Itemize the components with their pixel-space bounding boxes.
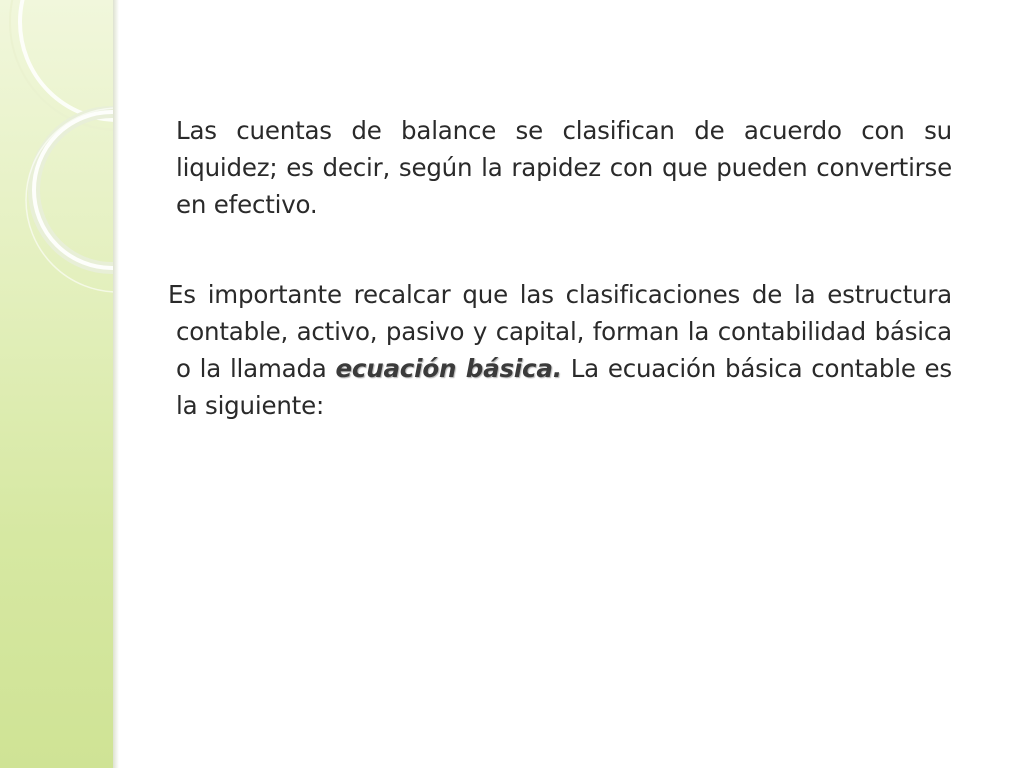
decorative-rings-icon (0, 0, 113, 768)
paragraph-2-text-before: Es importante recalcar que las clasificaciones de la estructura contable, activo, pasivo y capital, forman la contabilidad básica o la llamada (168, 280, 952, 383)
side-band-shadow (113, 0, 119, 768)
paragraph-basic-equation (168, 276, 952, 424)
emphasis-ecuacion-basica: ecuación básica. (335, 354, 562, 383)
decorative-side-band (0, 0, 113, 768)
slide-content (168, 112, 952, 424)
paragraph-2-text-after: La ecuación básica contable es la siguiente: (176, 354, 952, 420)
paragraph-liquidity: Las cuentas de balance se clasifican de acuerdo con su liquidez; es decir, según la rapidez con que pueden convertirse en efectivo. (176, 116, 952, 219)
